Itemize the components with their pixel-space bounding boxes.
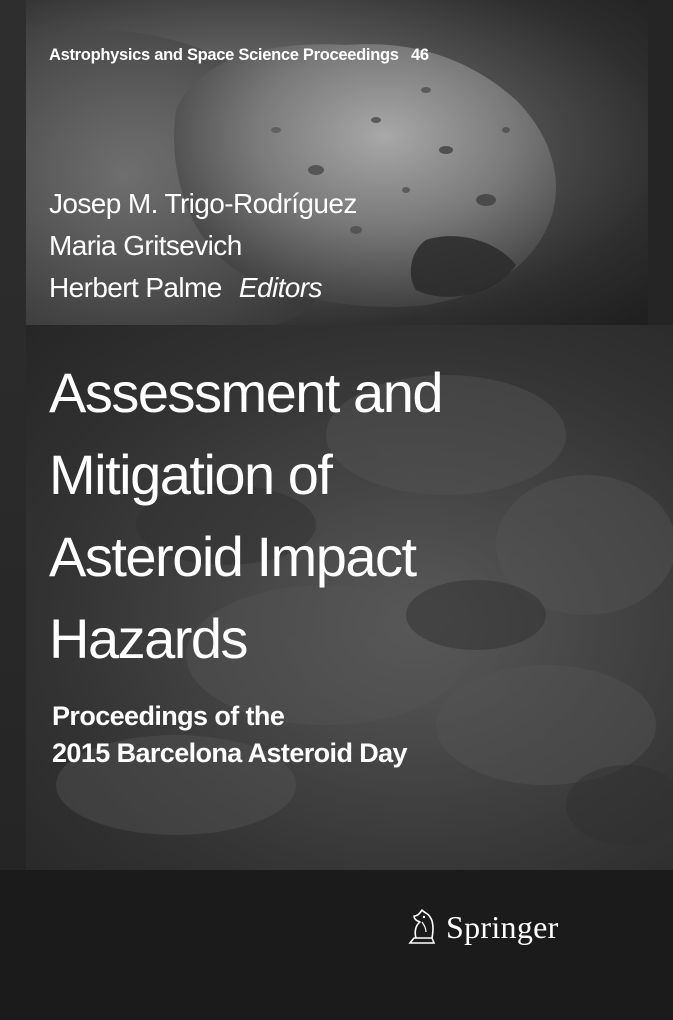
editors-list (49, 183, 357, 309)
series-name: Astrophysics and Space Science Proceedings (49, 46, 399, 64)
subtitle-line: Proceedings of the (52, 701, 285, 731)
left-strip (0, 0, 26, 1020)
springer-knight-icon (404, 907, 440, 947)
editor-name: Maria Gritsevich (49, 230, 242, 261)
series-line (49, 46, 429, 65)
bottom-band (0, 870, 673, 1020)
editor-name: Herbert Palme (49, 272, 222, 303)
title-line: Asteroid Impact (49, 525, 416, 588)
book-title (49, 352, 649, 680)
title-line: Assessment and (49, 361, 442, 424)
subtitle-line: 2015 Barcelona Asteroid Day (52, 738, 407, 768)
editors-role: Editors (238, 272, 322, 303)
title-line: Hazards (49, 607, 248, 670)
editor-name: Josep M. Trigo-Rodríguez (49, 188, 357, 219)
editor-name-with-role (49, 267, 357, 309)
title-line: Mitigation of (49, 443, 332, 506)
right-strip (648, 0, 673, 325)
publisher-logo (404, 904, 559, 950)
book-subtitle (52, 698, 612, 772)
series-volume: 46 (410, 46, 429, 64)
publisher-name: Springer (446, 908, 559, 945)
